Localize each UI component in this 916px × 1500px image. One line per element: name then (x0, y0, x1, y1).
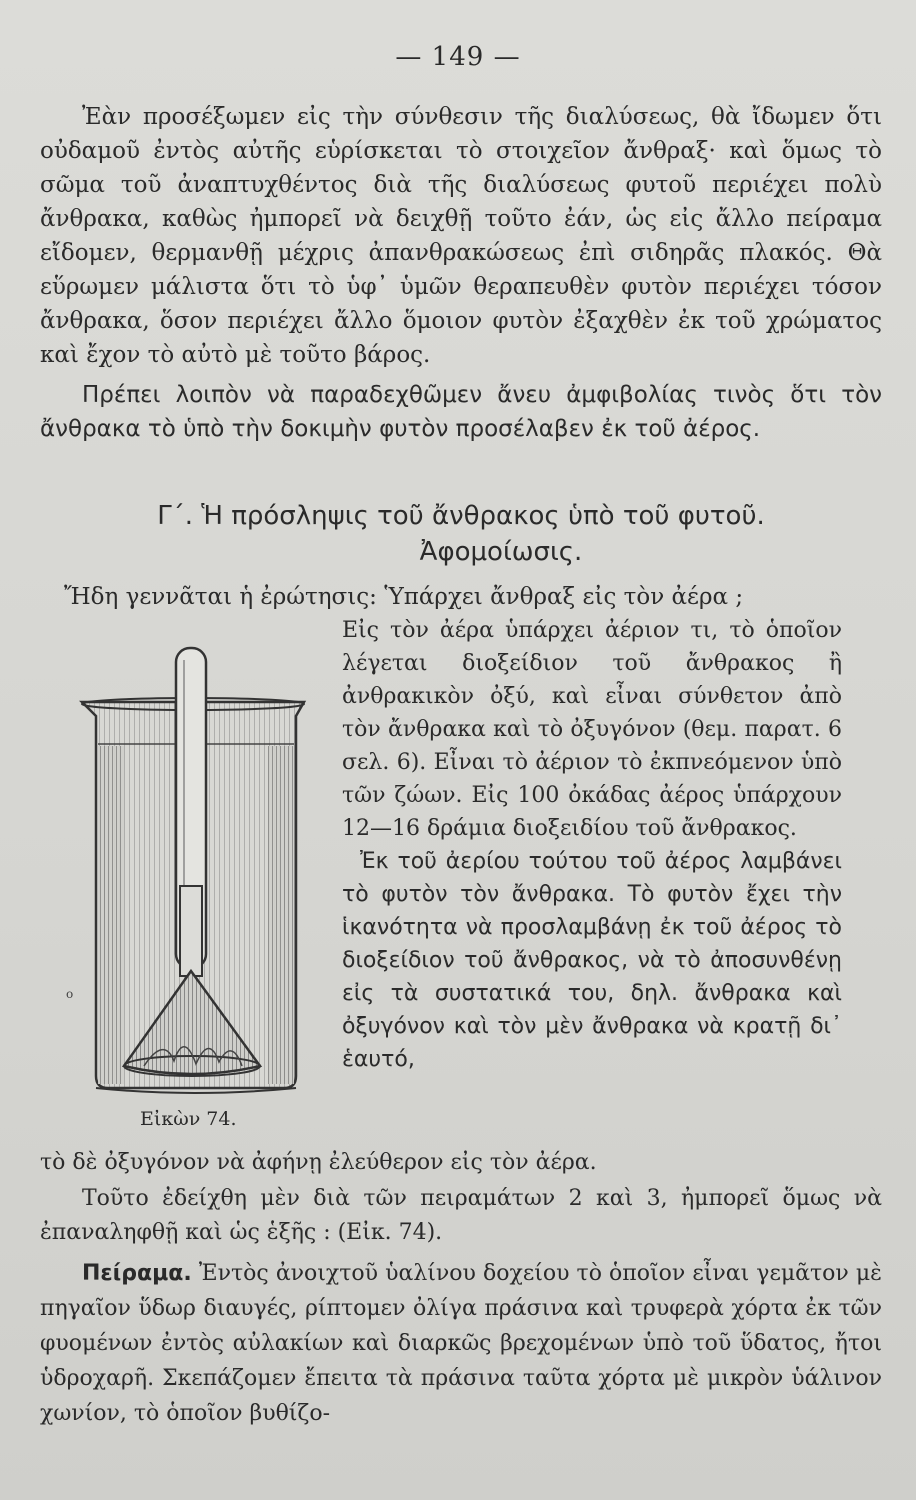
side-paragraph-plant-absorbs: Ἐκ τοῦ ἀερίου τούτου τοῦ ἀέρος λαμβάνει τὸ φυτὸν τὸν ἄνθρακα. Τὸ φυτὸν ἔχει τὴν ἱκανότητα νὰ προσλαμβάνῃ ἐκ τοῦ ἀέρος τὸ διοξείδιον τοῦ ἄνθρακος, νὰ τὸ ἀποσυνθένῃ εἰς τὰ συστατικά του, δηλ. ἄνθρακα καὶ ὀξυγόνον καὶ τὸν μὲν ἄνθρακα νὰ κρατῇ δι᾽ ἑαυτό, (342, 849, 842, 1072)
figure-caption: Εἰκὼν 74. (140, 1108, 237, 1130)
section-heading-subtitle: Ἀφομοίωσις. (419, 537, 583, 567)
experiment-text: Ἐντὸς ἀνοιχτοῦ ὑαλίνου δοχείου τὸ ὁποῖον εἶναι γεμᾶτον μὲ πηγαῖον ὕδωρ διαυγές, ρίπτομεν ὀλίγα πράσινα καὶ τρυφερὰ χόρτα ἐκ τῶν φυομένων ἐντὸς αὐλακίων καὶ διαρκῶς βρεχομένων ὑπὸ τοῦ ὕδατος, ἤτοι ὑδροχαρῆ. Σκεπάζομεν ἔπειτα τὰ πράσινα ταῦτα χόρτα μὲ μικρὸν ὑάλινον χωνίον, τὸ ὁποῖον βυθίζο- (40, 1261, 882, 1426)
figure-beaker-funnel-illustration (64, 636, 334, 1106)
question-line: Ἤδη γεννᾶται ἡ ἐρώτησις: Ὑπάρχει ἄνθραξ εἰς τὸν ἀέρα ; (64, 584, 744, 610)
paragraph-carbon-from-air: Πρέπει λοιπὸν νὰ παραδεχθῶμεν ἄνευ ἀμφιβολίας τινὸς ὅτι τὸν ἄνθρακα τὸ ὑπὸ τὴν δοκιμὴν φυτὸν προσέλαβεν ἐκ τοῦ ἀέρος. (40, 382, 882, 442)
svg-text:ο: ο (66, 987, 74, 1001)
paragraph-oxygen-release: τὸ δὲ ὀξυγόνον νὰ ἀφήνῃ ἐλεύθερον εἰς τὸν ἀέρα. (40, 1150, 597, 1175)
paragraph-experiment (40, 1256, 882, 1431)
section-heading-title: Γ΄. Ἡ πρόσληψις τοῦ ἄνθρακος ὑπὸ τοῦ φυτοῦ. (157, 501, 765, 531)
experiment-label: Πείραμα. (82, 1261, 192, 1286)
page-number: — 149 — (395, 42, 521, 72)
paragraph-experiment-reference: Τοῦτο ἐδείχθη μὲν διὰ τῶν πειραμάτων 2 καὶ 3, ἠμπορεῖ ὅμως νὰ ἐπαναληφθῇ καὶ ὡς ἑξῆς : (Εἰκ. 74). (40, 1186, 882, 1245)
side-paragraph-carbon-dioxide: Εἰς τὸν ἀέρα ὑπάρχει ἀέριον τι, τὸ ὁποῖον λέγεται διοξείδιον τοῦ ἄνθρακος ἢ ἀνθρακικὸν ὀξύ, καὶ εἶναι σύνθετον ἀπὸ τὸν ἄνθρακα καὶ τὸ ὀξυγόνον (θεμ. παρατ. 6 σελ. 6). Εἶναι τὸ ἀέριον τὸ ἐκπνεόμενον ὑπὸ τῶν ζώων. Εἰς 100 ὀκάδας ἀέρος ὑπάρχουν 12—16 δράμια διοξειδίου τοῦ ἄνθρακος. (342, 618, 842, 841)
beaker-funnel-drawing (64, 636, 334, 1106)
side-text-column (342, 614, 842, 1076)
paragraph-solution-composition: Ἐὰν προσέξωμεν εἰς τὴν σύνθεσιν τῆς διαλύσεως, θὰ ἴδωμεν ὅτι οὐδαμοῦ ἐντὸς αὐτῆς εὑρίσκεται τὸ στοιχεῖον ἄνθραξ· καὶ ὅμως τὸ σῶμα τοῦ ἀναπτυχθέντος διὰ τῆς διαλύσεως φυτοῦ περιέχει πολὺ ἄνθρακα, καθὼς ἠμπορεῖ νὰ δειχθῇ τοῦτο ἐάν, ὡς εἰς ἄλλο πείραμα εἴδομεν, θερμανθῇ μέχρις ἀπανθρακώσεως ἐπὶ σιδηρᾶς πλακός. Θὰ εὕρωμεν μάλιστα ὅτι τὸ ὑφ᾽ ὑμῶν θεραπευθὲν φυτὸν περιέχει τόσον ἄνθρακα, ὅσον περιέχει ἄλλο ὅμοιον φυτὸν ἐξαχθὲν ἐκ τοῦ χρώματος καὶ ἔχον τὸ αὐτὸ μὲ τοῦτο βάρος. (40, 104, 882, 368)
section-heading (40, 498, 882, 570)
